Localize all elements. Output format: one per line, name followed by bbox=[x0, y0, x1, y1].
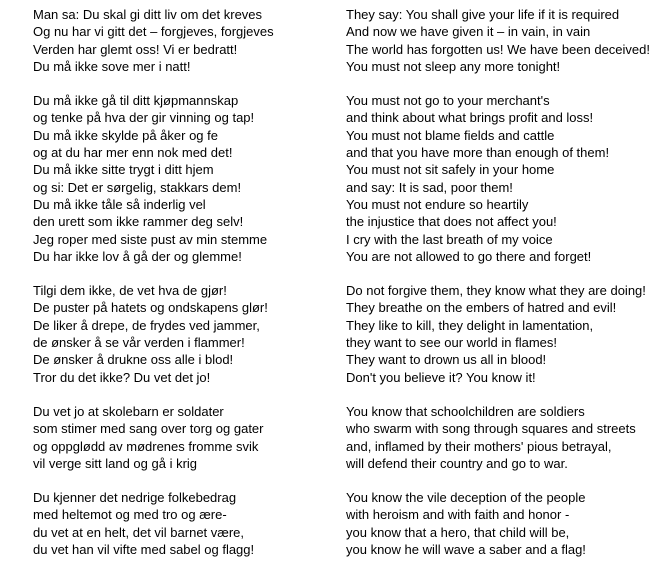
poem-line: Jeg roper med siste pust av min stemme bbox=[33, 231, 268, 247]
stanza bbox=[33, 403, 274, 472]
poem-line: And now we have given it – in vain, in vain bbox=[346, 24, 591, 40]
norwegian-poem-column bbox=[33, 6, 274, 575]
poem-line: Du må ikke skylde på åker og fe bbox=[33, 127, 218, 143]
poem-line: They want to drown us all in blood! bbox=[346, 352, 547, 368]
poem-line: with heroism and with faith and honor - bbox=[346, 507, 570, 523]
poem-line: they want to see our world in flames! bbox=[346, 335, 557, 351]
poem-line: og tenke på hva der gir vinning og tap! bbox=[33, 110, 255, 126]
poem-line: You must not sleep any more tonight! bbox=[346, 58, 561, 74]
poem-line: you know that a hero, that child will be, bbox=[346, 524, 570, 540]
poem-line: Verden har glemt oss! Vi er bedratt! bbox=[33, 41, 238, 57]
poem-line: who swarm with song through squares and streets bbox=[346, 421, 636, 437]
poem-line: Du har ikke lov å gå der og glemme! bbox=[33, 248, 242, 264]
poem-line: Du må ikke sitte trygt i ditt hjem bbox=[33, 162, 214, 178]
poem-line: The world has forgotten us! We have been deceived! bbox=[346, 41, 651, 57]
poem-line: som stimer med sang over torg og gater bbox=[33, 421, 264, 437]
poem-line: You must not go to your merchant's bbox=[346, 93, 550, 109]
stanza bbox=[346, 6, 650, 75]
poem-line: and that you have more than enough of them! bbox=[346, 145, 610, 161]
poem-line: De ønsker å drukne oss alle i blod! bbox=[33, 352, 234, 368]
stanza bbox=[346, 403, 650, 472]
poem-line: med heltemot og med tro og ære- bbox=[33, 507, 227, 523]
poem-line: They like to kill, they delight in lamentation, bbox=[346, 317, 594, 333]
poem-line: You know that schoolchildren are soldiers bbox=[346, 403, 585, 419]
poem-line: Du vet jo at skolebarn er soldater bbox=[33, 403, 224, 419]
poem-line: og oppglødd av mødrenes fromme svik bbox=[33, 438, 259, 454]
poem-line: du vet han vil vifte med sabel og flagg! bbox=[33, 542, 255, 558]
poem-line: Tror du det ikke? Du vet det jo! bbox=[33, 369, 211, 385]
poem-line: you know he will wave a saber and a flag! bbox=[346, 542, 586, 558]
stanza bbox=[33, 6, 274, 75]
stanza bbox=[346, 489, 650, 558]
poem-line: De liker å drepe, de frydes ved jammer, bbox=[33, 317, 260, 333]
poem-line: You must not blame fields and cattle bbox=[346, 127, 555, 143]
poem-line: and think about what brings profit and loss! bbox=[346, 110, 594, 126]
poem-line: You must not sit safely in your home bbox=[346, 162, 555, 178]
stanza bbox=[346, 282, 650, 386]
poem-line: Don't you believe it? You know it! bbox=[346, 369, 536, 385]
poem-line: og at du har mer enn nok med det! bbox=[33, 145, 233, 161]
poem-line: and say: It is sad, poor them! bbox=[346, 179, 513, 195]
poem-line: You must not endure so heartily bbox=[346, 196, 529, 212]
poem-line: Du må ikke sove mer i natt! bbox=[33, 58, 191, 74]
english-translation-column bbox=[346, 6, 650, 575]
poem-line: Man sa: Du skal gi ditt liv om det kreves bbox=[33, 7, 263, 22]
poem-line: Do not forgive them, they know what they are doing! bbox=[346, 283, 646, 299]
poem-line: Du må ikke tåle så inderlig vel bbox=[33, 196, 206, 212]
stanza bbox=[346, 92, 650, 265]
poem-line: Og nu har vi gitt det – forgjeves, forgjeves bbox=[33, 24, 274, 40]
poem-line: I cry with the last breath of my voice bbox=[346, 231, 553, 247]
poem-line: du vet at en helt, det vil barnet være, bbox=[33, 524, 245, 540]
poem-line: de ønsker å se vår verden i flammer! bbox=[33, 335, 245, 351]
poem-line: and, inflamed by their mothers' pious betrayal, bbox=[346, 438, 612, 454]
stanza bbox=[33, 489, 274, 558]
poem-line: will defend their country and go to war. bbox=[346, 455, 568, 471]
poem-line: You know the vile deception of the people bbox=[346, 490, 586, 506]
poem-line: den urett som ikke rammer deg selv! bbox=[33, 214, 244, 230]
poem-line: You are not allowed to go there and forget! bbox=[346, 248, 592, 264]
poem-line: the injustice that does not affect you! bbox=[346, 214, 557, 230]
stanza bbox=[33, 282, 274, 386]
poem-line: They breathe on the embers of hatred and evil! bbox=[346, 300, 617, 316]
poem-line: og si: Det er sørgelig, stakkars dem! bbox=[33, 179, 242, 195]
poem-line: De puster på hatets og ondskapens glør! bbox=[33, 300, 268, 316]
stanza bbox=[33, 92, 274, 265]
poem-line: vil verge sitt land og gå i krig bbox=[33, 455, 198, 471]
poem-line: They say: You shall give your life if it is required bbox=[346, 7, 620, 22]
poem-line: Du kjenner det nedrige folkebedrag bbox=[33, 490, 237, 506]
poem-line: Du må ikke gå til ditt kjøpmannskap bbox=[33, 93, 239, 109]
poem-line: Tilgi dem ikke, de vet hva de gjør! bbox=[33, 283, 227, 299]
